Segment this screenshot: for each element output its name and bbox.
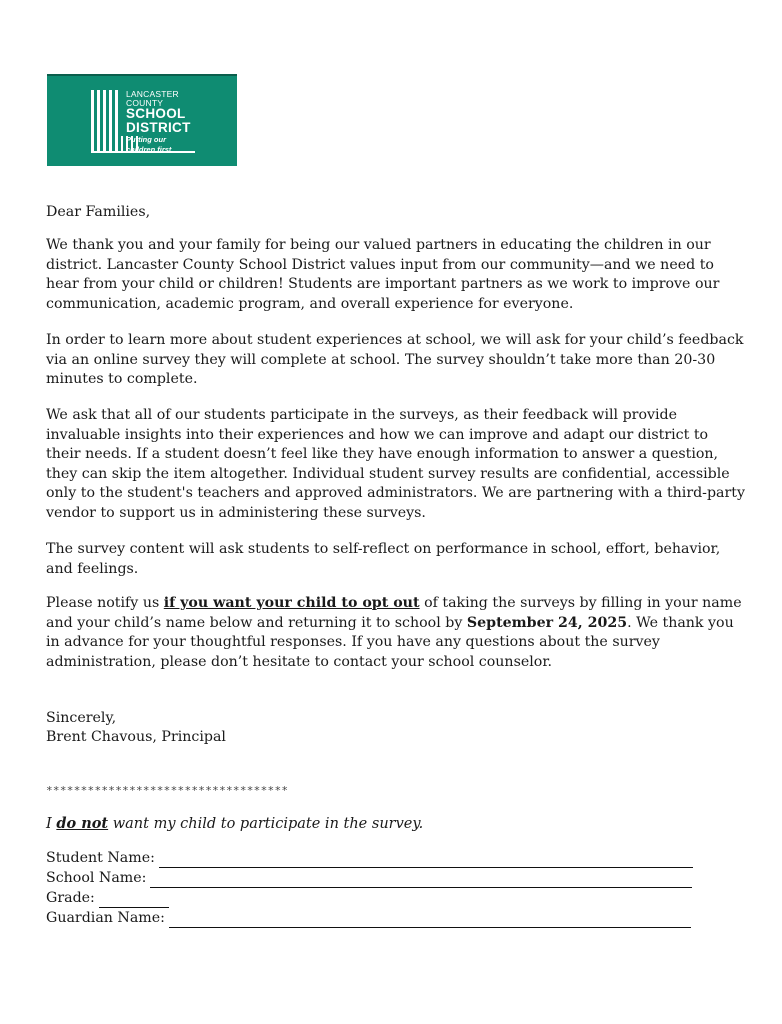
paragraph-text: The survey content will ask students to self-reflect on performance in school, effort, behavior, and feelings. <box>46 541 721 577</box>
grade-label: Grade: <box>46 890 95 906</box>
paragraph-text: We thank you and your family for being our valued partners in educating the children in our district. Lancaster County School District values input from our community—and we need to hear from your child or children! Students are important partners as we work to improve our communication, academic program, and overall experience for everyone. <box>46 237 720 312</box>
notify-middle: of taking the surveys by filling in your name and your child’s name below and returning it to school by <box>46 595 742 631</box>
opt-out-emphasis: if you want your child to opt out <box>163 595 420 611</box>
divider: *********************************** <box>46 784 289 797</box>
opt-out-form <box>46 848 693 928</box>
school-name-field[interactable] <box>150 873 692 888</box>
paragraph-text: We ask that all of our students participate in the surveys, as their feedback will provide invaluable insights into their experiences and how we can improve and adapt our district to their needs. If a student doesn’t feel like they have enough information to answer a question, they can skip the item altogether. Individual student survey results are confidential, accessible only to the student's teachers and approved administrators. We are partnering with a third-party vendor to support us in administering these surveys. <box>46 407 746 521</box>
logo-tagline2: children first <box>126 144 172 154</box>
district-logo <box>47 74 237 166</box>
guardian-name-field[interactable] <box>169 913 691 928</box>
guardian-name-row <box>46 908 693 928</box>
optout-prefix: I <box>46 816 57 832</box>
closing: Sincerely, <box>46 710 117 726</box>
signature: Brent Chavous, Principal <box>46 729 226 745</box>
paragraph-text: In order to learn more about student experiences at school, we will ask for your child’s feedback via an online survey they will complete at school. The survey shouldn’t take more than 20-30 minutes to complete. <box>46 332 744 388</box>
paragraph-1 <box>46 236 746 314</box>
grade-field[interactable] <box>99 893 169 908</box>
paragraph-notify <box>46 594 746 672</box>
guardian-name-label: Guardian Name: <box>46 910 165 926</box>
school-name-row <box>46 868 693 888</box>
paragraph-2 <box>46 331 746 390</box>
notify-after: . We thank you in advance for your thoughtful responses. If you have any questions about the survey administration, please don’t hesitate to contact your school counselor. <box>46 614 734 670</box>
logo-tagline1: Putting our <box>126 135 166 144</box>
school-name-label: School Name: <box>46 870 147 886</box>
student-name-row <box>46 848 693 868</box>
logo-line3: SCHOOL <box>126 106 186 121</box>
notify-before: Please notify us <box>46 595 164 611</box>
logo-line2: COUNTY <box>126 97 164 108</box>
logo-line4: DISTRICT <box>126 119 191 135</box>
student-name-label: Student Name: <box>46 850 155 866</box>
paragraph-4 <box>46 540 746 579</box>
logo-text <box>126 90 191 153</box>
deadline-date: September 24, 2025 <box>466 614 628 631</box>
grade-row <box>46 888 693 908</box>
optout-emphasis: do not <box>56 815 109 832</box>
paragraph-3 <box>46 406 746 524</box>
student-name-field[interactable] <box>159 853 693 868</box>
logo-line1: LANCASTER <box>126 89 179 99</box>
salutation: Dear Families, <box>46 204 151 220</box>
opt-out-statement <box>46 815 423 832</box>
optout-suffix: want my child to participate in the survey. <box>108 816 424 832</box>
